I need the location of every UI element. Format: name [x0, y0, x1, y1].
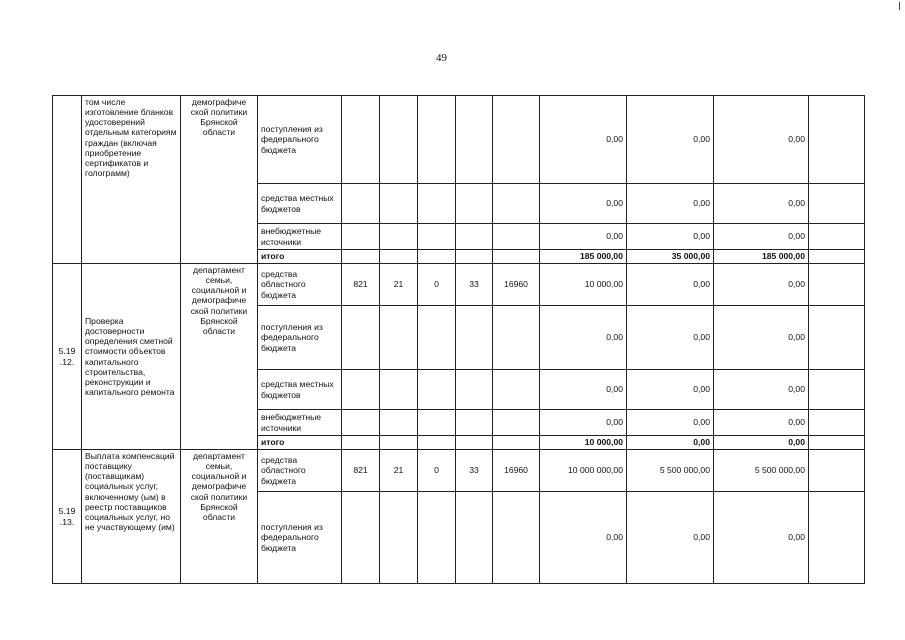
empty-cell — [809, 492, 865, 584]
empty-cell — [809, 96, 865, 184]
scan-edge-mark — [899, 2, 900, 10]
amount-year-3: 0,00 — [714, 410, 809, 436]
amount-year-1: 0,00 — [540, 224, 627, 250]
funding-source: внебюджетные источники — [258, 410, 342, 436]
amount-year-1: 0,00 — [540, 410, 627, 436]
rz-code — [380, 184, 418, 224]
grbs-code — [342, 370, 380, 410]
pr-code — [418, 250, 456, 264]
rz-code — [380, 410, 418, 436]
grbs-code: 821 — [342, 450, 380, 492]
csr-code — [456, 224, 493, 250]
pr-code — [418, 184, 456, 224]
grbs-code — [342, 410, 380, 436]
csr-code: 33 — [456, 264, 493, 306]
funding-source: средства областного бюджета — [258, 450, 342, 492]
item-number — [53, 96, 82, 264]
funding-source-total: итого — [258, 436, 342, 450]
grbs-code — [342, 250, 380, 264]
amount-year-1: 185 000,00 — [540, 250, 627, 264]
table-row — [53, 450, 865, 492]
amount-year-2: 0,00 — [627, 436, 714, 450]
amount-year-1: 10 000,00 — [540, 264, 627, 306]
csr-code: 33 — [456, 450, 493, 492]
item-executor: департамент семьи, социальной и демографиче ской политики Брянской области — [181, 450, 258, 584]
empty-cell — [809, 410, 865, 436]
empty-cell — [809, 436, 865, 450]
rz-code — [380, 306, 418, 370]
amount-year-3: 5 500 000,00 — [714, 450, 809, 492]
grbs-code — [342, 96, 380, 184]
pr-code — [418, 96, 456, 184]
amount-year-3: 185 000,00 — [714, 250, 809, 264]
amount-year-2: 5 500 000,00 — [627, 450, 714, 492]
pr-code — [418, 370, 456, 410]
empty-cell — [809, 370, 865, 410]
amount-year-3: 0,00 — [714, 264, 809, 306]
csr-code — [456, 96, 493, 184]
empty-cell — [809, 264, 865, 306]
amount-year-1: 0,00 — [540, 96, 627, 184]
vr-code — [493, 250, 540, 264]
empty-cell — [809, 184, 865, 224]
empty-cell — [809, 450, 865, 492]
csr-code — [456, 410, 493, 436]
table-row — [53, 96, 865, 184]
amount-year-2: 0,00 — [627, 370, 714, 410]
amount-year-3: 0,00 — [714, 306, 809, 370]
item-number: 5.19 .13. — [53, 450, 82, 584]
funding-source: средства местных бюджетов — [258, 370, 342, 410]
rz-code — [380, 250, 418, 264]
amount-year-3: 0,00 — [714, 96, 809, 184]
pr-code — [418, 306, 456, 370]
amount-year-2: 0,00 — [627, 264, 714, 306]
amount-year-2: 0,00 — [627, 184, 714, 224]
csr-code — [456, 370, 493, 410]
amount-year-2: 0,00 — [627, 96, 714, 184]
budget-table — [52, 95, 865, 584]
vr-code — [493, 436, 540, 450]
vr-code: 16960 — [493, 264, 540, 306]
amount-year-3: 0,00 — [714, 370, 809, 410]
funding-source: поступления из федерального бюджета — [258, 492, 342, 584]
csr-code — [456, 436, 493, 450]
amount-year-3: 0,00 — [714, 436, 809, 450]
rz-code — [380, 436, 418, 450]
item-executor: департамент семьи, социальной и демографиче ской политики Брянской области — [181, 264, 258, 450]
pr-code — [418, 436, 456, 450]
table-row — [53, 264, 865, 306]
amount-year-1: 0,00 — [540, 370, 627, 410]
amount-year-3: 0,00 — [714, 492, 809, 584]
funding-source: внебюджетные источники — [258, 224, 342, 250]
csr-code — [456, 250, 493, 264]
vr-code: 16960 — [493, 450, 540, 492]
empty-cell — [809, 306, 865, 370]
funding-source: поступления из федерального бюджета — [258, 306, 342, 370]
csr-code — [456, 306, 493, 370]
grbs-code — [342, 436, 380, 450]
vr-code — [493, 306, 540, 370]
amount-year-1: 0,00 — [540, 306, 627, 370]
vr-code — [493, 370, 540, 410]
amount-year-2: 0,00 — [627, 410, 714, 436]
rz-code — [380, 370, 418, 410]
grbs-code — [342, 306, 380, 370]
pr-code — [418, 492, 456, 584]
amount-year-3: 0,00 — [714, 184, 809, 224]
item-number: 5.19 .12. — [53, 264, 82, 450]
funding-source: средства областного бюджета — [258, 264, 342, 306]
funding-source-total: итого — [258, 250, 342, 264]
vr-code — [493, 224, 540, 250]
amount-year-2: 0,00 — [627, 492, 714, 584]
grbs-code — [342, 492, 380, 584]
amount-year-1: 10 000 000,00 — [540, 450, 627, 492]
amount-year-2: 35 000,00 — [627, 250, 714, 264]
rz-code: 21 — [380, 264, 418, 306]
amount-year-1: 0,00 — [540, 184, 627, 224]
pr-code — [418, 410, 456, 436]
grbs-code: 821 — [342, 264, 380, 306]
vr-code — [493, 96, 540, 184]
item-executor: демографиче ской политики Брянской области — [181, 96, 258, 264]
csr-code — [456, 492, 493, 584]
item-name: Проверка достоверности определения сметной стоимости объектов капитального строительства, реконструкции и капитального ремонта — [82, 264, 181, 450]
rz-code: 21 — [380, 450, 418, 492]
funding-source: поступления из федерального бюджета — [258, 96, 342, 184]
pr-code: 0 — [418, 450, 456, 492]
rz-code — [380, 96, 418, 184]
vr-code — [493, 492, 540, 584]
pr-code: 0 — [418, 264, 456, 306]
rz-code — [380, 492, 418, 584]
funding-source: средства местных бюджетов — [258, 184, 342, 224]
grbs-code — [342, 224, 380, 250]
page-number: 49 — [436, 52, 447, 64]
empty-cell — [809, 224, 865, 250]
csr-code — [456, 184, 493, 224]
amount-year-2: 0,00 — [627, 224, 714, 250]
amount-year-1: 10 000,00 — [540, 436, 627, 450]
rz-code — [380, 224, 418, 250]
amount-year-1: 0,00 — [540, 492, 627, 584]
grbs-code — [342, 184, 380, 224]
vr-code — [493, 184, 540, 224]
item-name: Выплата компенсаций поставщику (поставщикам) социальных услуг, включенному (ым) в реестр поставщиков социальных услуг, но не участвующему (им) — [82, 450, 181, 584]
item-name: том числе изготовление бланков удостоверений отдельным категориям граждан (включая приобретение сертификатов и голограмм) — [82, 96, 181, 264]
pr-code — [418, 224, 456, 250]
amount-year-2: 0,00 — [627, 306, 714, 370]
amount-year-3: 0,00 — [714, 224, 809, 250]
empty-cell — [809, 250, 865, 264]
vr-code — [493, 410, 540, 436]
